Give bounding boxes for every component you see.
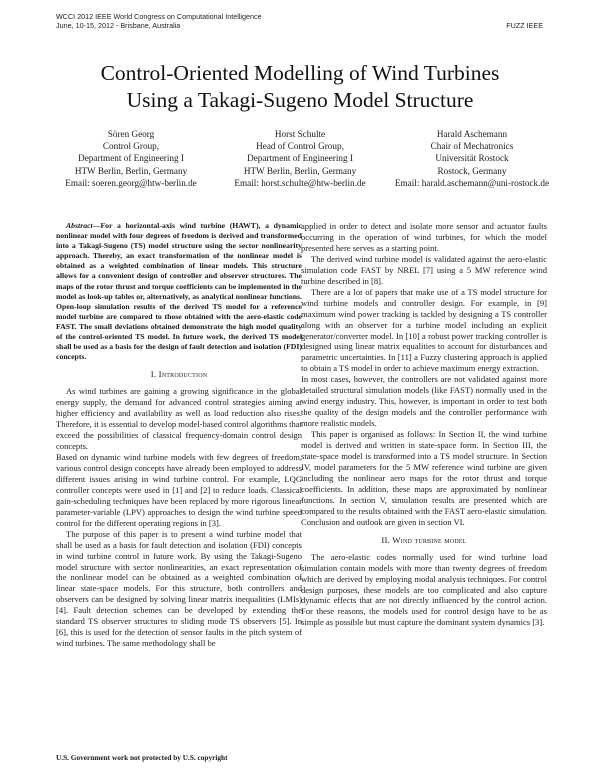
author-affiliation-2: Department of Engineering I: [78, 153, 184, 164]
author-affiliation-3: HTW Berlin, Berlin, Germany: [243, 165, 357, 176]
author-affiliation-3: HTW Berlin, Berlin, Germany: [74, 165, 188, 176]
right-column: [301, 221, 547, 628]
author-email: Email: soeren.georg@htw-berlin.de: [65, 177, 197, 188]
conference-header: [56, 12, 262, 30]
body-paragraph: Based on dynamic wind turbine models with few degrees of freedom, various control design concepts have already been employed to address different issues arising in wind turbine control. For example, LQG controller concepts were used in [1] and [2] to reduce loads. Classical gain-scheduling techniques have been replaced by more rigorous linear parameter-variable (LPV) approaches to design the wind turbine speed control for the different operating regions in [3].: [56, 451, 302, 528]
abstract: [56, 221, 302, 362]
body-paragraph: applied in order to detect and isolate more sensor and actuator faults occurring in the operation of wind turbines, for which the model presented here serves as a starting point.: [301, 221, 547, 253]
author-block-2: [222, 128, 378, 189]
body-paragraph: The purpose of this paper is to present a wind turbine model that shall be used as a basis for fault detection and isolation (FDI) concepts in wind turbine control in future work. By using the Takagi-Sugeno model structure with sector nonlinearities, an exact representation of the nonlinear model can be obtained as a weighted combination of linear state-space models. For this structure, both controllers and observers can be designed by solving linear matrix inequalities (LMIs) [4]. Fault detection schemes can be developed by extending the standard TS observer structures to sliding mode TS observers [5]. In [6], this is used for the detection of sensor faults in the pitch system of wind turbines. The same methodology shall be: [56, 528, 302, 649]
body-paragraph: This paper is organised as follows: In Section II, the wind turbine model is derived and written in state-space form. In Section III, the state-space model is transformed into a TS model structure. In Section IV, model parameters for the 5 MW reference wind turbine are given including the nonlinear aero maps for the rotor thrust and torque coefficients. In addition, these maps are approximated by nonlinear functions. In section V, simulation results are presented which are compared to the results obtained with the FAST aero-elastic simulation. Conclusion and outlook are given in section VI.: [301, 429, 547, 527]
author-email: Email: harald.aschemann@uni-rostock.de: [394, 177, 550, 188]
author-name: Harald Aschemann: [436, 129, 508, 139]
author-affiliation-2: Universität Rostock: [435, 153, 509, 164]
author-email: Email: horst.schulte@htw-berlin.de: [234, 177, 366, 188]
author-affiliation-3: Rostock, Germany: [437, 165, 507, 176]
body-paragraph: In most cases, however, the controllers are not validated against more detailed structural simulation models (like FAST) normally used in the wind energy industry. This, however, is important in order to test both the quality of the design models and the controller performance with more realistic models.: [301, 374, 547, 429]
left-column: [56, 221, 302, 649]
author-affiliation-1: Head of Control Group,: [256, 141, 344, 152]
author-affiliation-2: Department of Engineering I: [247, 153, 353, 164]
body-paragraph: The derived wind turbine model is validated against the aero-elastic simulation code FAST by NREL [7] using a 5 MW reference wind turbine described in [8].: [301, 253, 547, 286]
author-name: Horst Schulte: [274, 129, 326, 139]
body-paragraph: There are a lot of papers that make use of a TS model structure for wind turbine models and controller design. For example, in [9] maximum wind power tracking is tackled by designing a TS controller along with an observer for a turbine model including an explicit generator/converter model. In [10] a robust power tracking controller is designed using linear matrix equalities to account for disturbances and parametric uncertainties. In [11] a Fuzzy clustering approach is applied to obtain a TS model in order to achieve maximum energy extraction.: [301, 286, 547, 374]
abstract-lead: Abstract: [66, 221, 93, 230]
body-paragraph: The aero-elastic codes normally used for wind turbine load simulation contain models with more than twenty degrees of freedom which are derived by employing modal analysis techniques. For control design purposes, these models are too complicated and also capture dynamic effects that are not directly influenced by the control action. For these reasons, the models used for control design have to be as simple as possible but must capture the dominant system dynamics [3].: [301, 551, 547, 628]
author-affiliation-1: Chair of Mechatronics: [430, 141, 514, 152]
author-block-1: [56, 128, 206, 189]
section-heading-introduction: I. Introduction: [150, 369, 208, 380]
track-label: FUZZ IEEE: [506, 21, 543, 30]
title-line-1: Control-Oriented Modelling of Wind Turbines: [100, 61, 500, 85]
conference-date-location: June, 10-15, 2012 - Brisbane, Australia: [56, 21, 181, 30]
author-affiliation-1: Control Group,: [102, 141, 160, 152]
abstract-text: —For a horizontal-axis wind turbine (HAWT), a dynamic nonlinear model with four degrees of freedom is derived and transformed into a Takagi-Sugeno (TS) model structure using the sector nonlinearity approach. Thereby, an exact transformation of the nonlinear model is obtained as a weighted combination of linear models. This structure allows for a convenient design of controller and observer structures. The maps of the rotor thrust and torque coefficients can be implemented in the model as look-up tables or, alternatively, as analytical nonlinear functions. Open-loop simulation results of the derived TS model for a reference model turbine are compared to those obtained with the aero-elastic code FAST. The small deviations obtained demonstrate the high model quality of the control-oriented TS model. In future work, the derived TS model shall be used as a basis for the design of fault detection and isolation (FDI) concepts.: [56, 221, 302, 362]
title-line-2: Using a Takagi-Sugeno Model Structure: [126, 88, 474, 112]
conference-name: WCCI 2012 IEEE World Congress on Computational Intelligence: [56, 12, 262, 21]
author-name: Sören Georg: [107, 129, 155, 139]
copyright-footer: U.S. Government work not protected by U.S. copyright: [56, 753, 228, 762]
author-block-3: [392, 128, 552, 189]
section-heading-wind-turbine-model: II. Wind turbine model: [381, 534, 467, 545]
paper-title: [40, 60, 560, 114]
body-paragraph: As wind turbines are gaining a growing significance in the global energy supply, the demand for advanced control strategies aiming at higher efficiency and availability as well as load reduction also rises. Therefore, it is essential to develop model-based control algorithms that exceed the possibilities of classical frequency-domain control design concepts.: [56, 386, 302, 452]
